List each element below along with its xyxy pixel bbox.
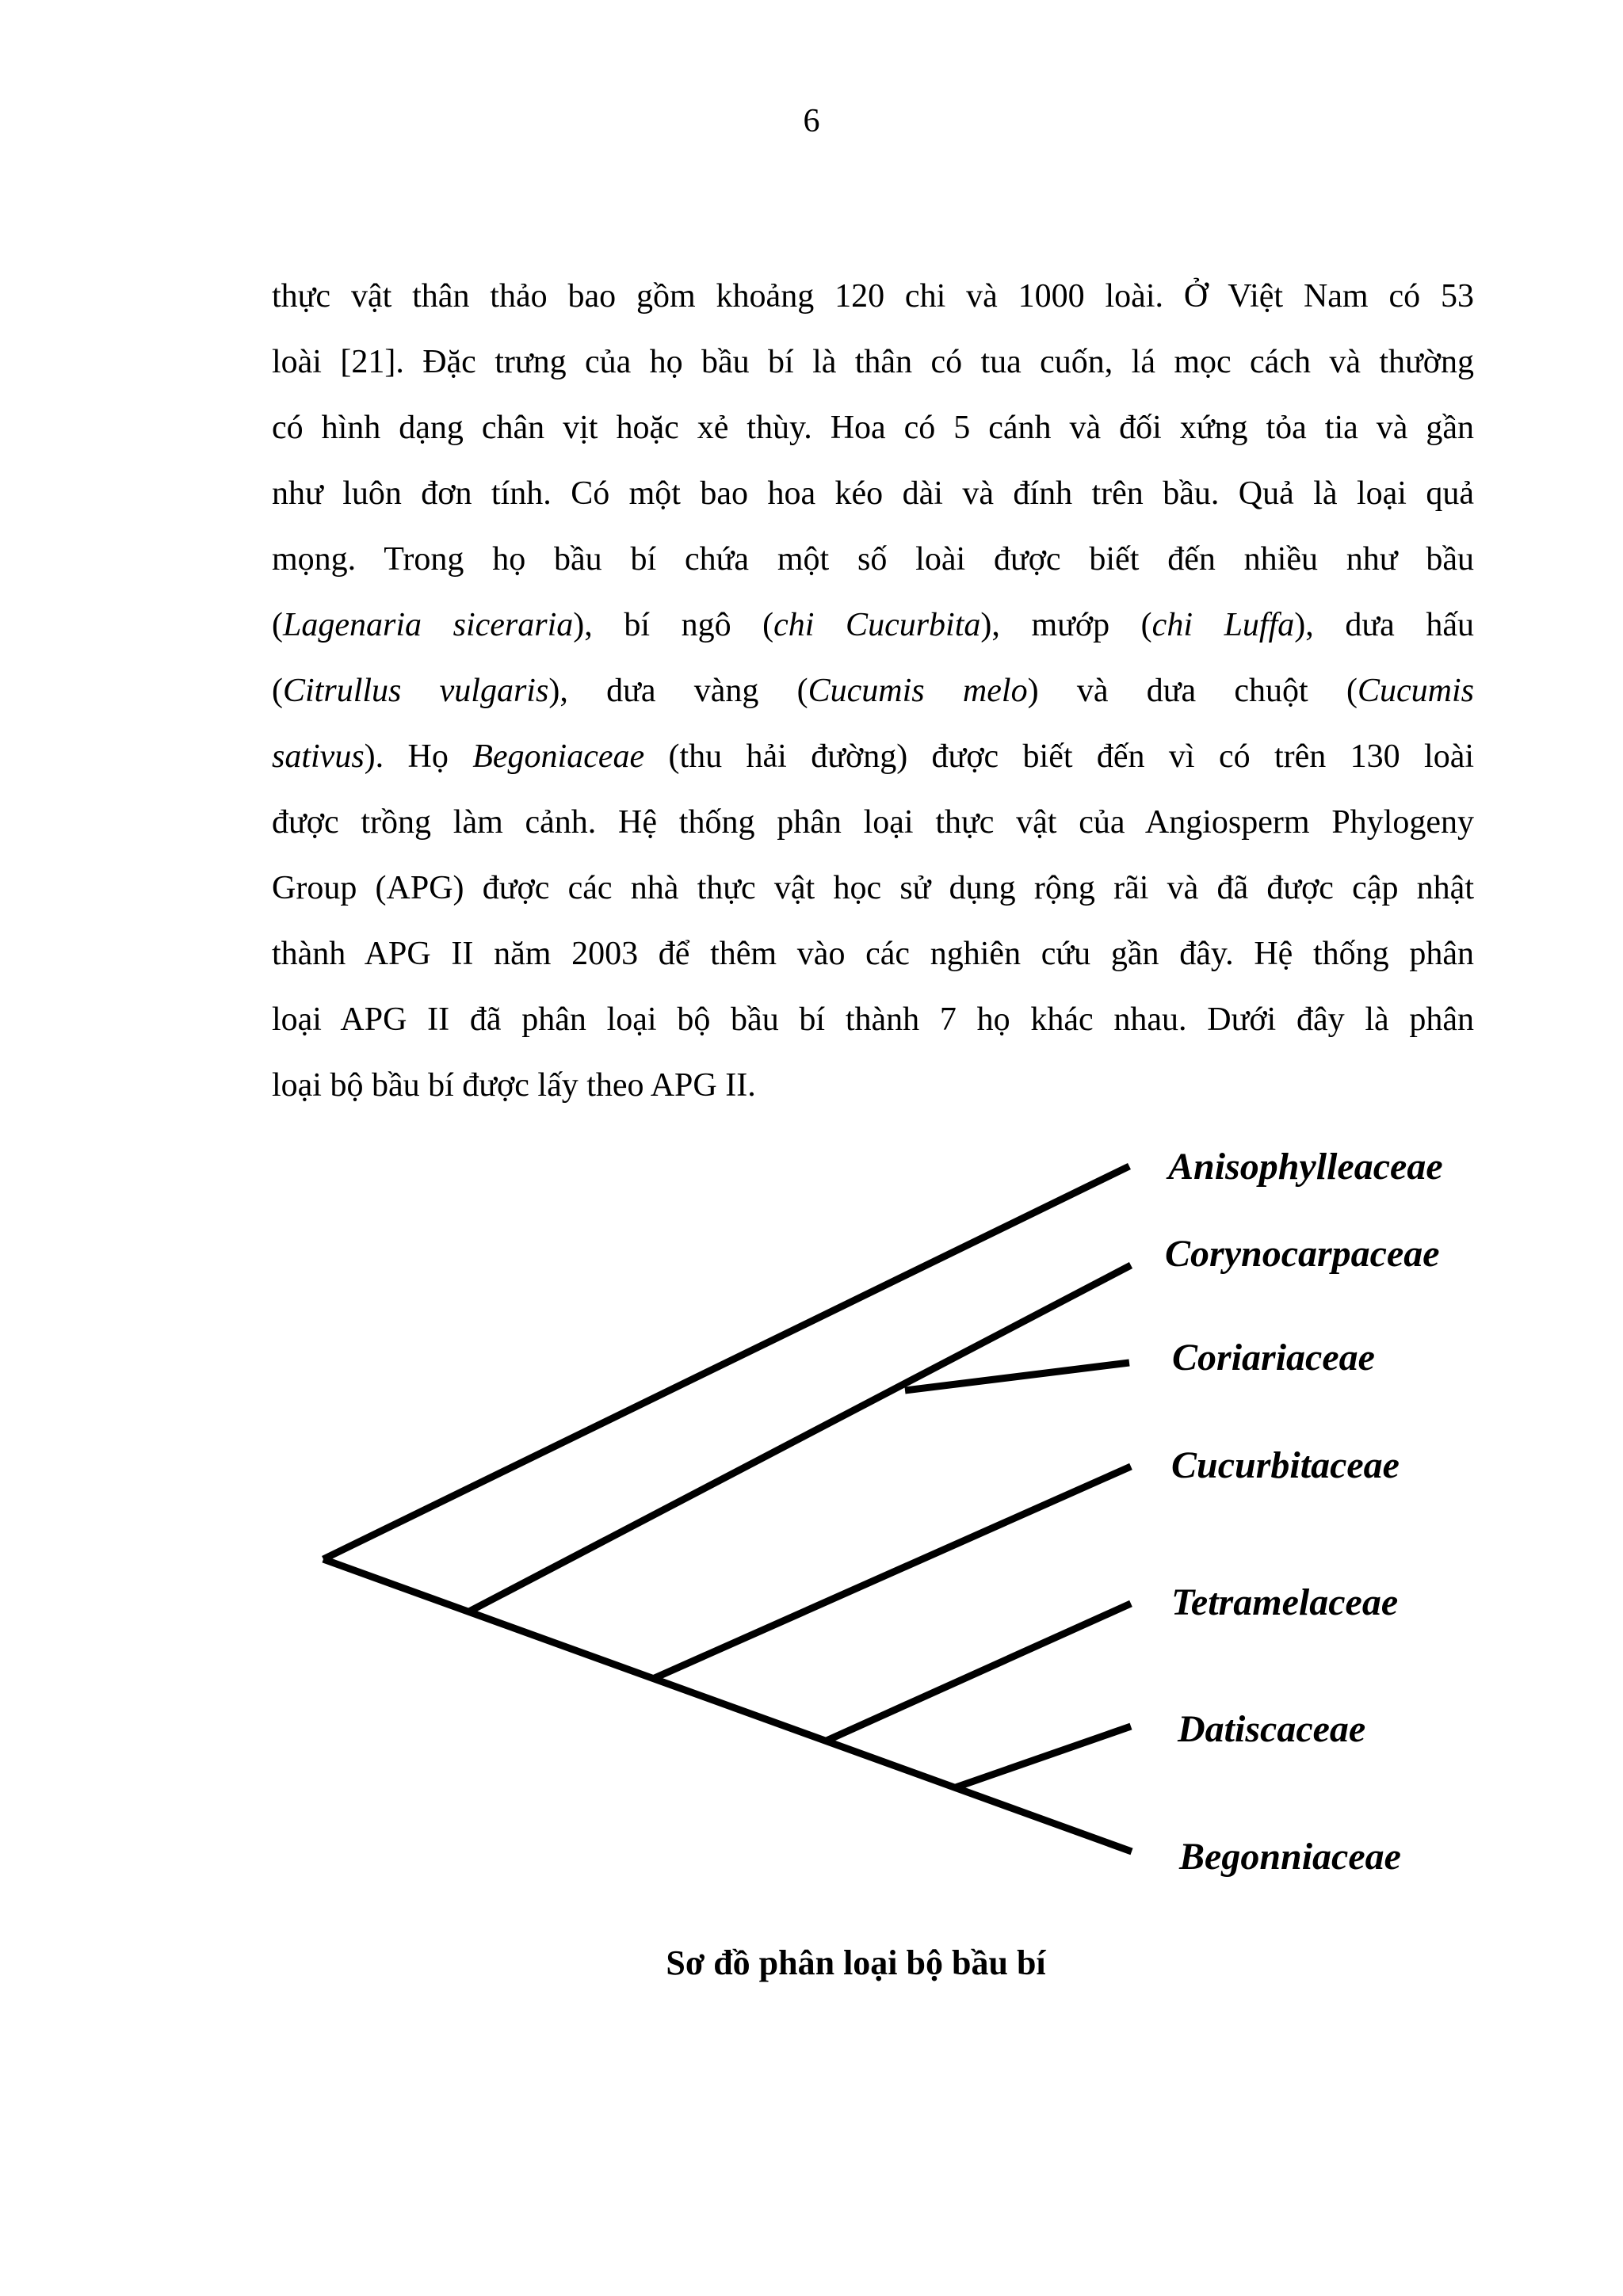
page-number: 6 (803, 103, 820, 139)
species-name: Cucumis (1357, 673, 1474, 709)
family-name: Begoniaceae (472, 738, 645, 775)
branch-datiscaceae (956, 1726, 1131, 1787)
taxon-label-tetramelaceae: Tetramelaceae (1171, 1581, 1399, 1623)
text-line-1: thực vật thân thảo bao gồm khoảng 120 chi và 1000 loài. Ở Việt Nam có 53 (272, 278, 1474, 315)
text-line-12: loại APG II đã phân loại bộ bầu bí thành 7 họ khác nhau. Dưới đây là phân (272, 1001, 1474, 1038)
species-name: Cucumis melo (808, 673, 1028, 709)
species-name: Citrullus vulgaris (283, 673, 549, 709)
taxon-label-begonniaceae: Begonniaceae (1179, 1836, 1401, 1878)
text-line-13: loại bộ bầu bí được lấy theo APG II. (272, 1067, 756, 1104)
branch-anisophylleaceae (323, 1166, 1129, 1559)
text-line-6: (Lagenaria siceraria), bí ngô (chi Cucurbita), mướp (chi Luffa), dưa hấu (272, 607, 1474, 643)
taxon-label-datiscaceae: Datiscaceae (1178, 1708, 1366, 1750)
diagram-caption: Sơ đồ phân loại bộ bầu bí (666, 1943, 1046, 1982)
text-line-9: được trồng làm cảnh. Hệ thống phân loại thực vật của Angiosperm Phylogeny (272, 804, 1474, 841)
branch-tetramelaceae (827, 1604, 1131, 1741)
text-line-2: loài [21]. Đặc trưng của họ bầu bí là thân có tua cuốn, lá mọc cách và thường (272, 344, 1474, 380)
text-line-4: như luôn đơn tính. Có một bao hoa kéo dài và đính trên bầu. Quả là loại quả (272, 475, 1474, 512)
taxon-label-coriariaceae: Coriariaceae (1172, 1337, 1375, 1379)
genus-name: chi Luffa (1151, 607, 1295, 643)
taxon-label-corynocarpaceae: Corynocarpaceae (1165, 1233, 1440, 1275)
text-line-11: thành APG II năm 2003 để thêm vào các nghiên cứu gần đây. Hệ thống phân (272, 936, 1474, 972)
text-line-3: có hình dạng chân vịt hoặc xẻ thùy. Hoa có 5 cánh và đối xứng tỏa tia và gần (272, 410, 1474, 446)
text-line-10: Group (APG) được các nhà thực vật học sử dụng rộng rãi và đã được cập nhật (272, 870, 1474, 906)
taxon-label-anisophylleaceae: Anisophylleaceae (1168, 1146, 1443, 1188)
species-name: sativus (272, 738, 365, 775)
text-line-7: (Citrullus vulgaris), dưa vàng (Cucumis melo) và dưa chuột (Cucumis (272, 673, 1474, 709)
genus-name: chi Cucurbita (773, 607, 981, 643)
branch-cucurbitaceae (655, 1466, 1131, 1678)
taxon-label-cucurbitaceae: Cucurbitaceae (1171, 1444, 1400, 1486)
text-line-5: mọng. Trong họ bầu bí chứa một số loài được biết đến nhiều như bầu (272, 541, 1474, 578)
text-line-8: sativus). Họ Begoniaceae (thu hải đường) được biết đến vì có trên 130 loài (272, 738, 1475, 775)
branch-main-trunk (323, 1559, 1132, 1852)
species-name: Lagenaria siceraria (283, 607, 574, 643)
